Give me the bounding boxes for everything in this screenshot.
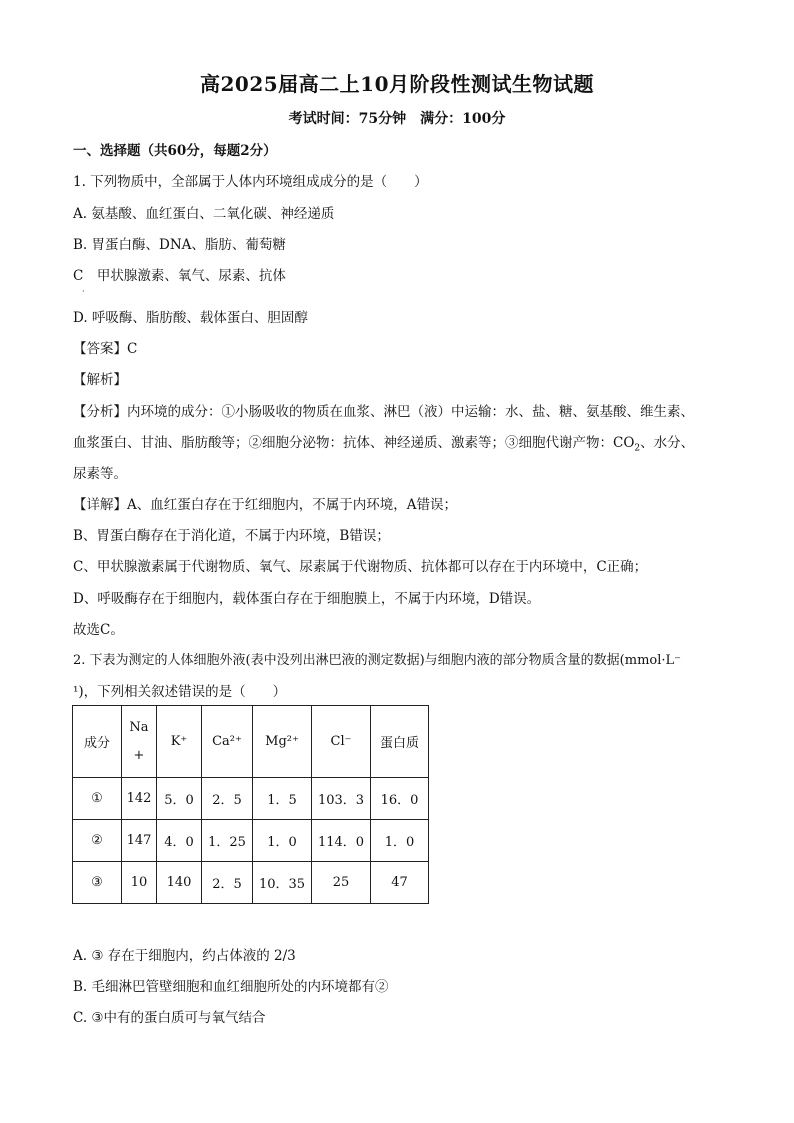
q2-stem-line-2: ¹)，下列相关叙述错误的是（ ） — [73, 684, 287, 700]
table-cell: 1．25 — [202, 820, 253, 862]
table-row — [73, 820, 429, 862]
fenxi-tag: 【分析】 — [73, 404, 127, 420]
stray-dot: · — [82, 287, 85, 296]
answer-tag: 【答案】 — [73, 341, 127, 357]
table-cell: 103．3 — [312, 778, 371, 820]
table-cell: 1．0 — [371, 820, 429, 862]
table-cell: ③ — [73, 862, 122, 904]
table-row — [73, 778, 429, 820]
exam-subtitle: 考试时间：75分钟 满分：100分 — [288, 111, 506, 127]
table-cell: 47 — [371, 862, 429, 904]
header-cell: 蛋白质 — [371, 706, 429, 778]
section-heading: 一、选择题（共60分，每题2分） — [73, 143, 277, 159]
header-cell: Cl⁻ — [312, 706, 371, 778]
table-cell: 25 — [312, 862, 371, 904]
table-cell: 2．5 — [202, 778, 253, 820]
table-cell: 1．5 — [253, 778, 312, 820]
xiangjie-tag: 【详解】 — [73, 497, 127, 513]
q2-option-b: B. 毛细淋巴管壁细胞和血红细胞所处的内环境都有② — [73, 979, 389, 995]
header-cell: Ca²⁺ — [202, 706, 253, 778]
q1-xiangjie-line-3: C、甲状腺激素属于代谢物质、氧气、尿素属于代谢物质、抗体都可以存在于内环境中，C正确； — [73, 559, 648, 575]
q1-option-b: B. 胃蛋白酶、DNA、脂肪、葡萄糖 — [73, 237, 286, 253]
fenxi-text-1: 内环境的成分：①小肠吸收的物质在血浆、淋巴（液）中运输：水、盐、糖、氨基酸、维生素、 — [127, 404, 694, 420]
table-cell: 114．0 — [312, 820, 371, 862]
table-cell: 140 — [157, 862, 202, 904]
table-cell: 5．0 — [157, 778, 202, 820]
table-cell: 2．5 — [202, 862, 253, 904]
answer-value: C — [127, 341, 138, 357]
q2-option-a: A. ③ 存在于细胞内，约占体液的 2/3 — [73, 948, 296, 964]
table-cell: ① — [73, 778, 122, 820]
q1-option-c: C 甲状腺激素、氧气、尿素、抗体 — [73, 268, 286, 284]
exam-title: 高2025届高二上10月阶段性测试生物试题 — [200, 72, 594, 96]
q2-stem-line-1: 2. 下表为测定的人体细胞外液(表中没列出淋巴液的测定数据)与细胞内液的部分物质含量的数据(mmol·L⁻ — [73, 653, 682, 668]
table-cell: 10．35 — [253, 862, 312, 904]
q1-stem: 1. 下列物质中，全部属于人体内环境组成成分的是（ ） — [73, 174, 428, 190]
table-cell: 4．0 — [157, 820, 202, 862]
q1-option-d: D. 呼吸酶、脂肪酸、载体蛋白、胆固醇 — [73, 310, 308, 326]
q1-xiangjie-line-2: B、胃蛋白酶存在于消化道，不属于内环境，B错误； — [73, 528, 390, 544]
q1-answer — [73, 340, 733, 358]
table-cell: 147 — [122, 820, 157, 862]
na-charge: + — [133, 747, 145, 763]
q1-xiangjie-line-1 — [73, 496, 733, 514]
q2-option-c: C. ③中有的蛋白质可与氧气结合 — [73, 1010, 266, 1026]
header-cell: Mg²⁺ — [253, 706, 312, 778]
q1-fenxi-line-1 — [73, 403, 733, 421]
q1-conclusion: 故选C。 — [73, 622, 124, 638]
table-cell: 1．0 — [253, 820, 312, 862]
xiangjie-text-1: A、血红蛋白存在于红细胞内，不属于内环境，A错误； — [127, 497, 457, 513]
header-cell: 成分 — [73, 706, 122, 778]
table-cell: 142 — [122, 778, 157, 820]
co2-subscript: 2 — [634, 443, 641, 454]
table-cell: ② — [73, 820, 122, 862]
q1-fenxi-line-2 — [73, 434, 733, 458]
header-cell: K⁺ — [157, 706, 202, 778]
q1-xiangjie-line-4: D、呼吸酶存在于细胞内，载体蛋白存在于细胞膜上，不属于内环境，D错误。 — [73, 591, 541, 607]
fenxi-text-2b: 、水分、 — [640, 435, 695, 451]
data-table — [72, 705, 429, 904]
q1-fenxi-line-3: 尿素等。 — [73, 466, 127, 482]
table-cell: 10 — [122, 862, 157, 904]
table-row — [73, 862, 429, 904]
table-cell: 16．0 — [371, 778, 429, 820]
na-symbol: Na — [129, 719, 149, 735]
q1-option-a: A. 氨基酸、血红蛋白、二氧化碳、神经递质 — [73, 206, 335, 222]
table-header-row — [73, 706, 429, 778]
fenxi-text-2: 血浆蛋白、甘油、脂肪酸等；②细胞分泌物：抗体、神经递质、激素等；③细胞代谢产物：CO — [73, 435, 635, 451]
header-cell-na — [122, 706, 157, 778]
q1-analysis-tag: 【解析】 — [73, 372, 127, 388]
